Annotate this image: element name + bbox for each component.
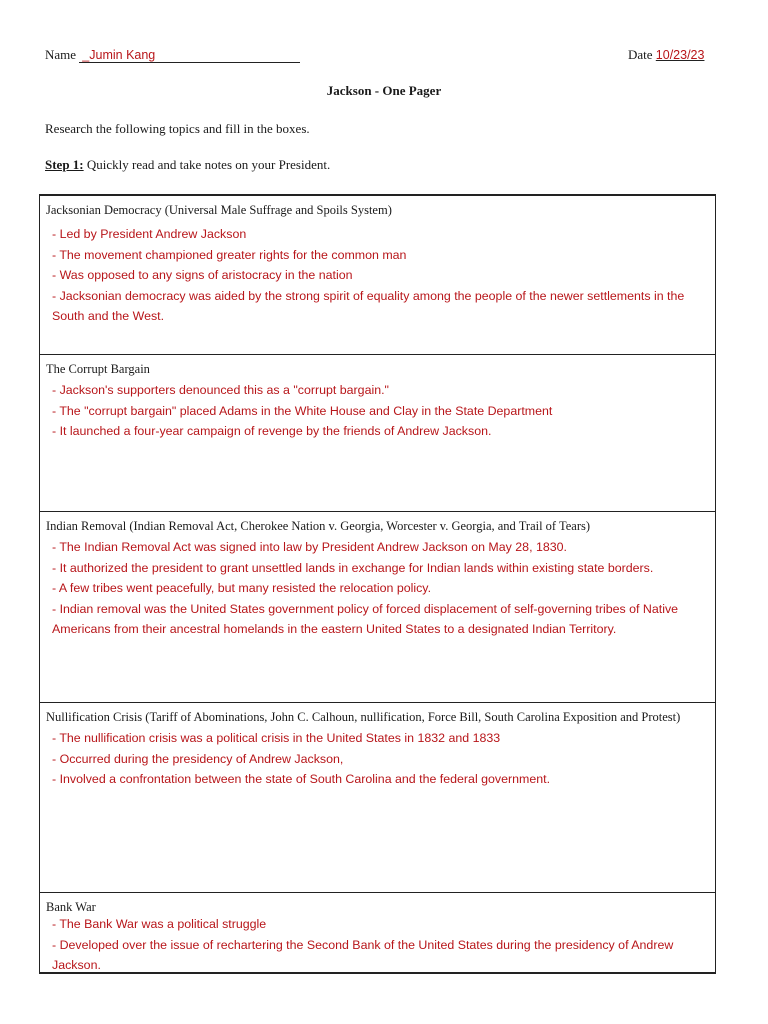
section-topic: The Corrupt Bargain (46, 362, 150, 376)
note-item: - Jacksonian democracy was aided by the strong spirit of equality among the people of the newer settlements in the South and the West. (52, 288, 685, 323)
section-topic: Jacksonian Democracy (Universal Male Suffrage and Spoils System) (46, 203, 392, 217)
section-indian-removal[interactable] (40, 512, 715, 703)
note-item: - Jackson's supporters denounced this as a "corrupt bargain." (52, 383, 389, 397)
note-item: - Developed over the issue of rechartering the Second Bank of the United States during the presidency of Andrew Jackson. (52, 937, 674, 972)
note-item: - Occurred during the presidency of Andrew Jackson, (52, 751, 344, 766)
section-topic: Indian Removal (Indian Removal Act, Cherokee Nation v. Georgia, Worcester v. Georgia, and Trail of Tears) (46, 519, 591, 533)
step-text: Quickly read and take notes on your President. (83, 157, 331, 172)
section-topic: Bank War (46, 900, 96, 914)
note-item: - The Indian Removal Act was signed into law by President Andrew Jackson on May 28, 1830. (52, 540, 567, 554)
note-item: - Indian removal was the United States government policy of forced displacement of self-governing tribes of Native Americans from their ancestral homelands in the eastern United States to a designated Indian Territory. (52, 601, 679, 636)
note-item: - The movement championed greater rights for the common man (52, 247, 407, 262)
note-item: - Involved a confrontation between the state of South Carolina and the federal government. (52, 772, 551, 786)
section-corrupt-bargain[interactable] (40, 355, 715, 512)
section-topic: Nullification Crisis (Tariff of Abominations, John C. Calhoun, nullification, Force Bill, South Carolina Exposition and Protest) (46, 710, 681, 724)
note-item: - It authorized the president to grant unsettled lands in exchange for Indian lands within existing state borders. (52, 560, 654, 575)
note-item: - The Bank War was a political struggle (52, 917, 267, 931)
notes-table (39, 194, 716, 974)
section-jacksonian-democracy[interactable] (40, 196, 715, 355)
notes-list (40, 380, 715, 442)
name-field-row (45, 47, 345, 63)
note-item: - The nullification crisis was a political crisis in the United States in 1832 and 1833 (52, 731, 501, 745)
notes-list (40, 224, 715, 327)
section-bank-war[interactable] (40, 893, 715, 973)
note-item: - Was opposed to any signs of aristocracy in the nation (52, 268, 353, 282)
date-label: Date (628, 47, 653, 62)
note-item: - The "corrupt bargain" placed Adams in the White House and Clay in the State Department (52, 403, 553, 418)
step-instruction (45, 157, 330, 173)
step-label: Step 1: (45, 157, 84, 172)
date-field-row (628, 47, 704, 63)
notes-list (40, 728, 715, 790)
page-title: Jackson - One Pager (326, 83, 442, 98)
note-item: - A few tribes went peacefully, but many resisted the relocation policy. (52, 581, 432, 595)
note-item: - Led by President Andrew Jackson (52, 227, 247, 241)
date-input[interactable]: 10/23/23 (655, 48, 705, 62)
name-input[interactable]: _Jumin Kang (79, 48, 300, 63)
note-item: - It launched a four-year campaign of revenge by the friends of Andrew Jackson. (52, 424, 492, 438)
instructions-text: Research the following topics and fill in the boxes. (45, 121, 310, 136)
name-label: Name (45, 47, 77, 62)
section-nullification-crisis[interactable] (40, 703, 715, 893)
notes-list (40, 537, 715, 640)
notes-list (40, 914, 715, 976)
